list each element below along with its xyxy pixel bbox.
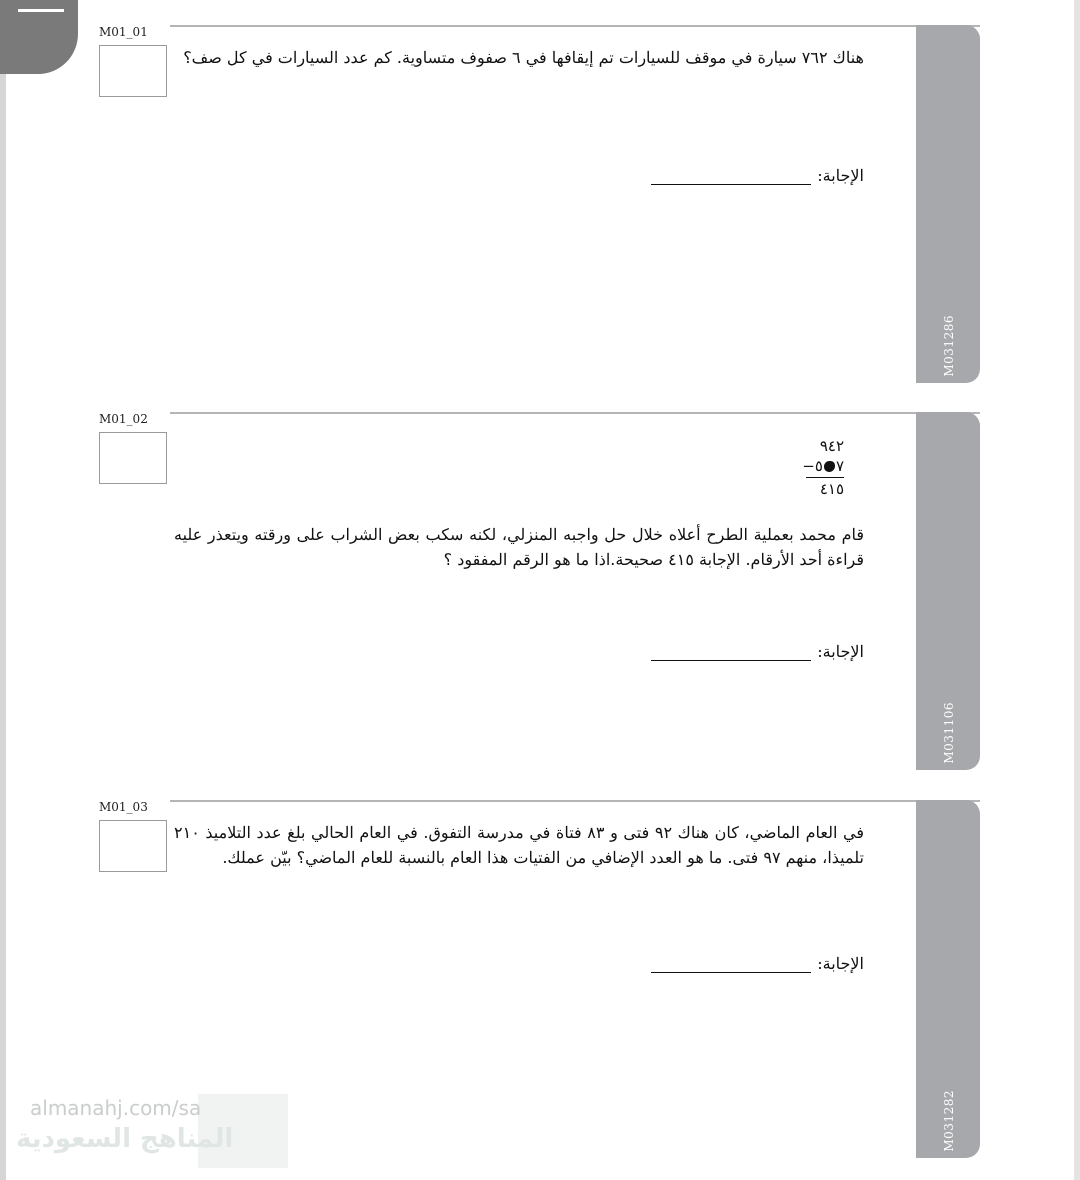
subtraction-line [806, 477, 844, 478]
question-text: قام محمد بعملية الطرح أعلاه خلال حل واجبه المنزلي، لكنه سكب بعض الشراب على ورقته ويتعذر عليه قراءة أحد الأرقام. الإجابة ٤١٥ صحيحة.اذا ما هو الرقم المفقود ؟ [174, 525, 864, 569]
ink-blot-icon [824, 461, 835, 472]
answer-label: الإجابة: [817, 642, 864, 661]
answer-label: الإجابة: [817, 954, 864, 973]
subtraction-top: ٩٤٢ [819, 437, 844, 455]
score-box[interactable] [99, 432, 167, 484]
answer-field[interactable] [651, 954, 864, 973]
answer-label: الإجابة: [817, 166, 864, 185]
answer-field[interactable] [651, 642, 864, 661]
watermark-arabic: المناهج السعودية [16, 1124, 234, 1154]
answer-line[interactable] [651, 168, 811, 185]
side-bar [916, 412, 980, 770]
question-divider [170, 412, 980, 414]
subtraction-result: ٤١٥ [819, 480, 844, 498]
menu-bar-icon [18, 9, 64, 12]
item-id: M031106 [942, 702, 956, 764]
item-id: M031282 [942, 1090, 956, 1152]
question-code: M01_03 [99, 800, 148, 814]
item-id: M031286 [942, 315, 956, 377]
subtraction-problem [784, 436, 844, 499]
question-text: في العام الماضي، كان هناك ٩٢ فتى و ٨٣ فتاة في مدرسة التفوق. في العام الحالي بلغ عدد التلاميذ ٢١٠ تلميذا، منهم ٩٧ فتى. ما هو العدد الإضافي من الفتيات هذا العام بالنسبة للعام الماضي؟ بيّن عملك. [174, 823, 864, 867]
question-block-1 [0, 25, 1080, 385]
answer-field[interactable] [651, 166, 864, 185]
question-divider [170, 25, 980, 27]
question-divider [170, 800, 980, 802]
answer-line[interactable] [651, 644, 811, 661]
question-code: M01_01 [99, 25, 148, 39]
side-bar [916, 25, 980, 383]
question-text: هناك ٧٦٢ سيارة في موقف للسيارات تم إيقافها في ٦ صفوف متساوية. كم عدد السيارات في كل صف؟ [183, 48, 864, 67]
subtraction-middle [784, 456, 844, 476]
side-bar [916, 800, 980, 1158]
question-code: M01_02 [99, 412, 148, 426]
watermark [16, 1094, 270, 1174]
score-box[interactable] [99, 45, 167, 97]
score-box[interactable] [99, 820, 167, 872]
question-block-2 [0, 412, 1080, 772]
answer-line[interactable] [651, 956, 811, 973]
subtraction-middle-right: ٥ [814, 457, 823, 475]
watermark-url: almanahj.com/sa [30, 1096, 202, 1120]
subtraction-middle-left: −٧ [802, 457, 844, 475]
